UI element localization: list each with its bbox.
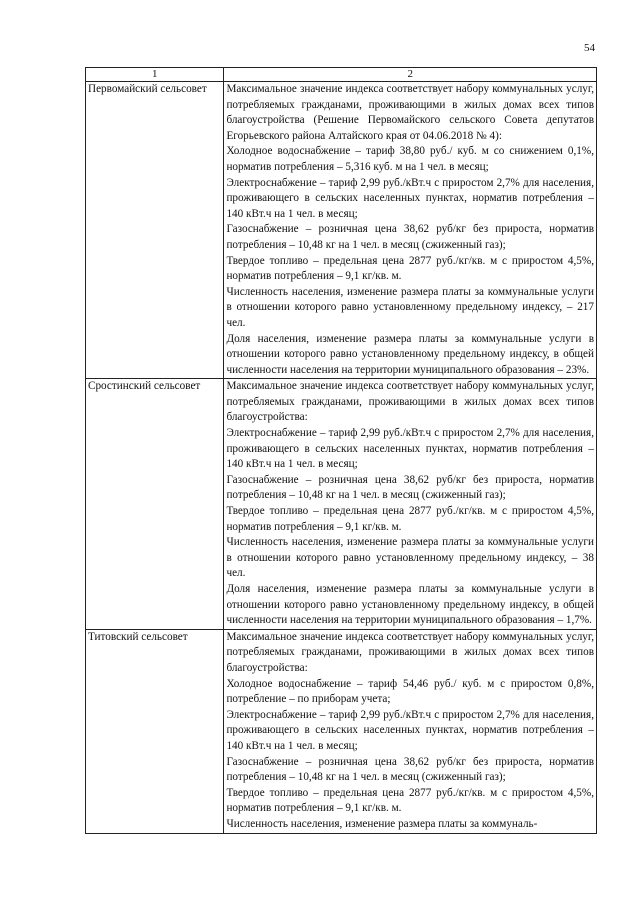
municipality-description [224, 82, 597, 379]
paragraph: Максимальное значение индекса соответствует набору коммунальных услуг, потребляемых гражданами, проживающими в жилых домах всех типов благоустройства (Решение Первомайского сельского Совета депутатов Егорьевского района Алтайского края от 04.06.2018 № 4): [226, 83, 594, 142]
paragraph: Электроснабжение – тариф 2,99 руб./кВт.ч с приростом 2,7% для населения, проживающего в сельских населенных пунктах, норматив потребления – 140 кВт.ч на 1 чел. в месяц; [226, 176, 594, 220]
paragraph: Численность населения, изменение размера платы за коммуналь- [226, 817, 538, 830]
paragraph: Твердое топливо – предельная цена 2877 руб./кг/кв. м с приростом 4,5%, норматив потребления – 9,1 кг/кв. м. [226, 254, 594, 283]
paragraph: Холодное водоснабжение – тариф 54,46 руб./ куб. м с приростом 0,8%, потребление – по приборам учета; [226, 677, 594, 706]
municipality-description [224, 629, 597, 833]
paragraph: Электроснабжение – тариф 2,99 руб./кВт.ч с приростом 2,7% для населения, проживающего в сельских населенных пунктах, норматив потребления – 140 кВт.ч на 1 чел. в месяц; [226, 427, 594, 471]
table-row [86, 629, 597, 833]
paragraph: Электроснабжение – тариф 2,99 руб./кВт.ч с приростом 2,7% для населения, проживающего в сельских населенных пунктах, норматив потребления – 140 кВт.ч на 1 чел. в месяц; [226, 708, 594, 752]
header-col-1: 1 [86, 68, 224, 82]
table-row [86, 82, 597, 379]
paragraph: Доля населения, изменение размера платы за коммунальные услуги в отношении которого равно установленному предельному индексу, в общей численности населения на территории муниципального образования – 1,7%. [226, 583, 594, 627]
table-row [86, 379, 597, 630]
paragraph: Максимальное значение индекса соответствует набору коммунальных услуг, потребляемых гражданами, проживающими в жилых домах всех типов благоустройства: [226, 630, 594, 674]
paragraph: Газоснабжение – розничная цена 38,62 руб/кг без прироста, норматив потребления – 10,48 кг на 1 чел. в месяц (сжиженный газ); [226, 473, 594, 502]
paragraph: Газоснабжение – розничная цена 38,62 руб/кг без прироста, норматив потребления – 10,48 кг на 1 чел. в месяц (сжиженный газ); [226, 755, 594, 784]
paragraph: Газоснабжение – розничная цена 38,62 руб/кг без прироста, норматив потребления – 10,48 кг на 1 чел. в месяц (сжиженный газ); [226, 223, 594, 251]
table-header-row [86, 68, 597, 82]
paragraph: Численность населения, изменение размера платы за коммунальные услуги в отношении которого равно установленному предельному индексу, – 217 чел. [226, 285, 594, 329]
page-number: 54 [584, 42, 595, 54]
municipality-name: Титовский сельсовет [86, 629, 224, 833]
paragraph: Твердое топливо – предельная цена 2877 руб./кг/кв. м с приростом 4,5%, норматив потребления – 9,1 кг/кв. м. [226, 786, 594, 815]
paragraph: Численность населения, изменение размера платы за коммунальные услуги в отношении которого равно установленному предельному индексу, – 38 чел. [226, 536, 594, 580]
paragraph: Холодное водоснабжение – тариф 38,80 руб./ куб. м со снижением 0,1%, норматив потребления – 5,316 куб. м на 1 чел. в месяц; [226, 145, 594, 173]
paragraph: Доля населения, изменение размера платы за коммунальные услуги в отношении которого равно установленному предельному индексу, в общей численности населения на территории муниципального образования – 23%. [226, 332, 594, 376]
paragraph: Твердое топливо – предельная цена 2877 руб./кг/кв. м с приростом 4,5%, норматив потребления – 9,1 кг/кв. м. [226, 505, 594, 533]
municipality-name: Первомайский сельсовет [86, 82, 224, 379]
header-col-2: 2 [224, 68, 597, 82]
paragraph: Максимальное значение индекса соответствует набору коммунальных услуг, потребляемых гражданами, проживающими в жилых домах всех типов благоустройства: [226, 380, 594, 424]
municipality-name: Сростинский сельсовет [86, 379, 224, 630]
municipality-description [224, 379, 597, 630]
tariff-table [85, 67, 597, 834]
